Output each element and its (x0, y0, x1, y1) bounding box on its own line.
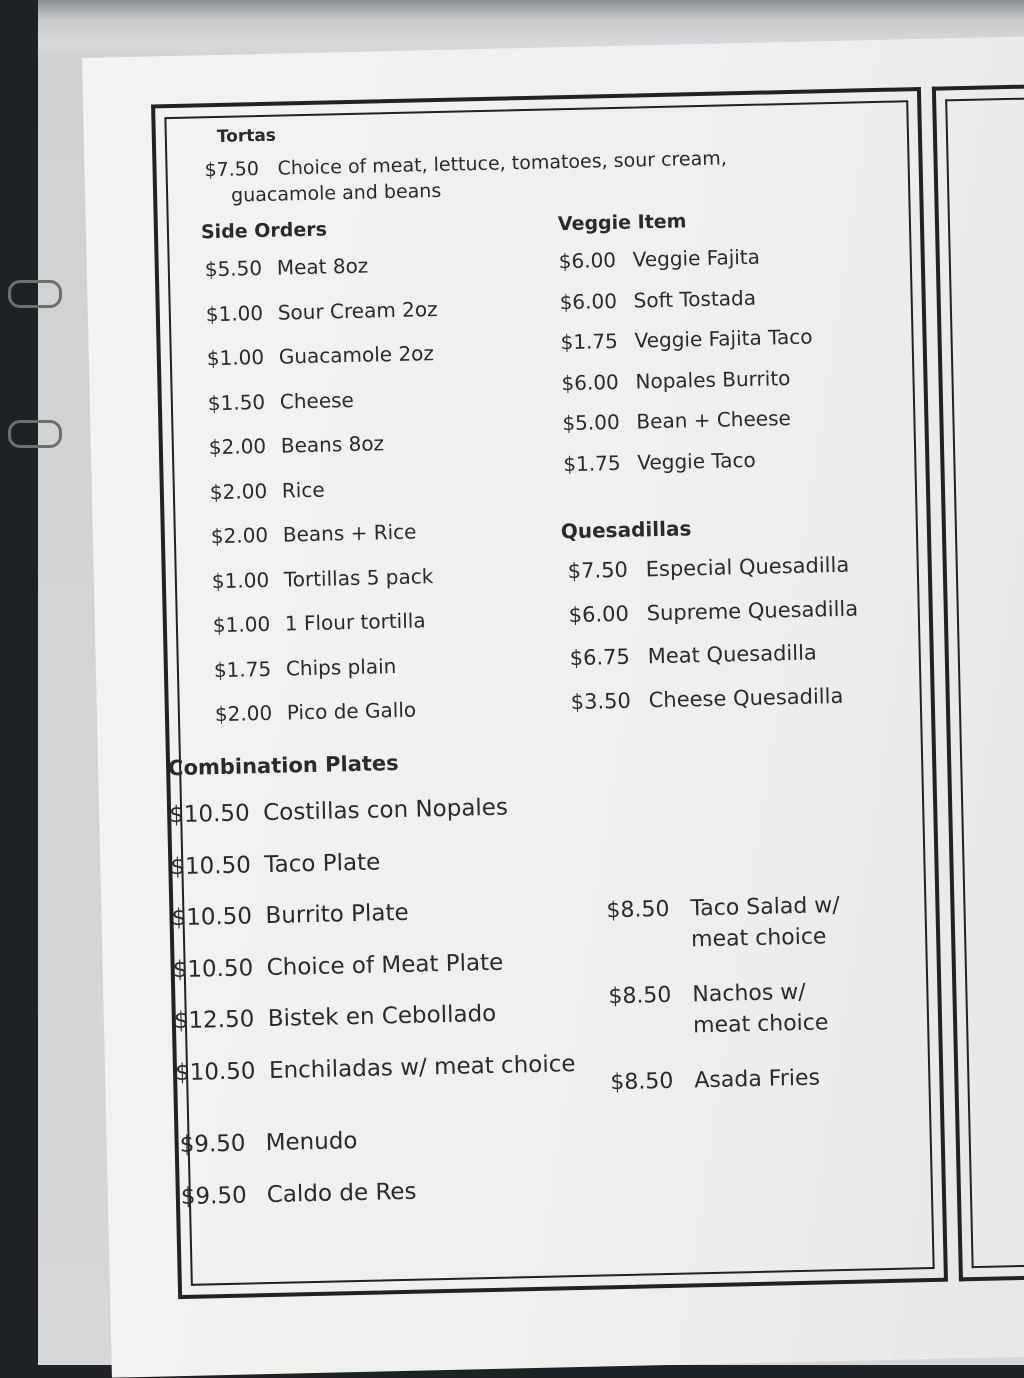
menu-item (209, 431, 385, 459)
quesadillas-heading: Quesadillas (560, 516, 692, 544)
item-name: Pico de Gallo (286, 697, 417, 725)
item-name: Veggie Taco (637, 447, 756, 475)
item-name: Caldo de Res (266, 1178, 417, 1209)
item-name: Costillas con Nopales (262, 794, 509, 827)
item-price: $6.00 (559, 288, 618, 314)
menu-item (214, 654, 397, 682)
tortas-heading: Tortas (216, 125, 277, 147)
item-price: $6.00 (568, 601, 630, 627)
menu-item (211, 520, 417, 549)
item-name: Especial Quesadilla (645, 552, 850, 582)
menu-item (608, 979, 829, 1040)
item-price: $10.50 (174, 1057, 256, 1086)
menu-page (82, 36, 1024, 1377)
menu-item (559, 285, 756, 313)
item-price: $9.50 (180, 1182, 248, 1211)
item-price: $3.50 (570, 688, 632, 714)
side-orders-heading: Side Orders (200, 218, 328, 244)
next-panel-border (932, 84, 1024, 1281)
item-price: $10.50 (172, 954, 254, 983)
item-name: Bean + Cheese (636, 406, 792, 434)
item-price: $2.00 (214, 700, 273, 727)
menu-item (208, 387, 354, 414)
item-price: $12.50 (173, 1006, 255, 1035)
item-name: Veggie Fajita (632, 244, 761, 272)
item-name: Supreme Quesadilla (646, 596, 859, 625)
item-name: Burrito Plate (265, 899, 409, 930)
item-name: Tortillas 5 pack (283, 563, 434, 592)
item-name: Beans 8oz (280, 431, 385, 458)
item-name: Meat Quesadilla (647, 640, 818, 669)
item-price: $10.50 (170, 851, 252, 880)
item-name: Soft Tostada (633, 285, 757, 313)
item-name: Choice of Meat Plate (266, 949, 504, 981)
item-price: $9.50 (179, 1130, 246, 1159)
item-price: $1.75 (560, 328, 619, 355)
item-price: $1.75 (213, 656, 272, 682)
item-price: $8.50 (610, 1068, 674, 1096)
item-name: Beans + Rice (282, 519, 417, 547)
item-name: Sour Cream 2oz (277, 296, 438, 325)
item-price: $8.50 (608, 982, 672, 1010)
tortas-price: $7.50 (204, 158, 260, 182)
item-price: $2.00 (208, 433, 267, 460)
item-name: Bistek en Cebollado (267, 1000, 497, 1033)
binder-ring (8, 280, 62, 308)
item-name: Cheese (279, 387, 355, 414)
menu-item (606, 893, 840, 954)
item-name: Rice (281, 477, 325, 503)
item-price: $1.00 (206, 344, 265, 371)
binder-ring (8, 420, 62, 448)
item-price: $1.00 (212, 611, 271, 638)
item-price: $1.50 (207, 389, 266, 415)
item-price: $7.50 (567, 557, 629, 584)
menu-item (558, 245, 760, 274)
item-price: $5.50 (204, 255, 263, 282)
tortas-desc-line1: Choice of meat, lettuce, tomatoes, sour cream, (277, 147, 728, 180)
item-name-continued: meat choice (690, 924, 827, 953)
item-price: $2.00 (209, 478, 268, 504)
item-name: Veggie Fajita Taco (634, 324, 813, 353)
menu-item (205, 254, 369, 282)
item-price: $6.00 (558, 247, 617, 274)
item-name-continued: meat choice (692, 1010, 829, 1039)
combination-heading: Combination Plates (167, 751, 399, 781)
item-price: $1.75 (563, 450, 621, 476)
item-name: Menudo (265, 1128, 358, 1157)
item-name: Taco Plate (264, 848, 381, 878)
menu-item (170, 849, 380, 880)
item-price: $10.50 (168, 800, 250, 829)
tortas-desc-line2: guacamole and beans (230, 179, 442, 207)
menu-item (179, 1128, 357, 1158)
menu-item (213, 608, 426, 637)
item-price: $6.75 (569, 644, 631, 671)
item-name: Enchiladas w/ meat choice (268, 1050, 576, 1084)
veggie-heading: Veggie Item (557, 210, 687, 236)
item-price: $8.50 (606, 896, 670, 924)
item-price: $5.00 (562, 409, 620, 436)
item-name: Chips plain (285, 653, 397, 681)
item-name: Guacamole 2oz (278, 341, 435, 369)
menu-item (215, 698, 417, 727)
item-price: $6.00 (561, 369, 620, 395)
item-name: Taco Salad w/ (690, 893, 840, 922)
menu-item (181, 1179, 417, 1210)
item-price: $10.50 (171, 903, 253, 932)
item-name: Nachos w/ (692, 979, 806, 1008)
item-name: Meat 8oz (276, 253, 369, 280)
menu-item (212, 564, 434, 593)
item-price: $1.00 (211, 567, 270, 593)
menu-item (210, 477, 325, 504)
item-price: $2.00 (210, 522, 269, 549)
item-name: Nopales Burrito (635, 365, 791, 394)
item-price: $1.00 (205, 300, 264, 326)
menu-item (171, 900, 409, 931)
item-name: Asada Fries (694, 1065, 821, 1094)
item-name: Cheese Quesadilla (648, 683, 844, 712)
item-name: 1 Flour tortilla (284, 608, 426, 636)
menu-item (563, 447, 756, 475)
menu-item (610, 1066, 820, 1102)
menu-item (207, 341, 435, 370)
